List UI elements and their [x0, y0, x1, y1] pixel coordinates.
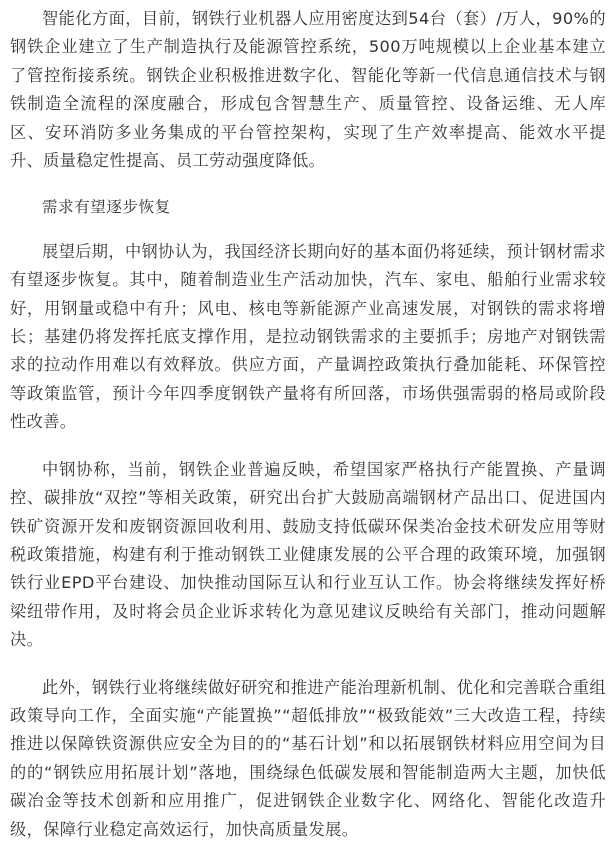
section-heading: 需求有望逐步恢复: [42, 198, 171, 217]
paragraph-intelligent-manufacturing: 智能化方面，目前，钢铁行业机器人应用密度达到54台（套）/万人，90%的钢铁企业建立了生产制造执行及能源管控系统，500万吨规模以上企业基本建立了管控衔接系统。钢铁企业积极推进数字化、智能化等新一代信息通信技术与钢铁制造全流程的深度融合，形成包含智慧生产、质量管控、设备运维、无人库区、安环消防多业务集成的平台管控架构，实现了生产效率提高、能效水平提升、质量稳定性提高、员工劳动强度降低。: [10, 9, 606, 171]
paragraph-policy-requests: 中钢协称，当前，钢铁企业普遍反映，希望国家严格执行产能置换、产量调控、碳排放“双控”等相关政策，研究出台扩大鼓励高端钢材产品出口、促进国内铁矿资源开发和废钢资源回收利用、鼓励支持低碳环保类冶金技术研发应用等财税政策措施，构建有利于推动钢铁工业健康发展的公平合理的政策环境，加强钢铁行业EPD平台建设、加快推动国际互认和行业互认工作。协会将继续发挥好桥梁纽带作用，及时将会员企业诉求转化为意见建议反映给有关部门，推动问题解决。: [10, 459, 606, 650]
paragraph-demand-outlook: 展望后期，中钢协认为，我国经济长期向好的基本面仍将延续，预计钢材需求有望逐步恢复。其中，随着制造业生产活动加快，汽车、家电、船舶行业需求较好，用钢量或稳中有升；风电、核电等新能源产业高速发展，对钢铁的需求将增长；基建仍将发挥托底支撑作用，是拉动钢铁需求的主要抓手；房地产对钢铁需求的拉动作用难以有效释放。供应方面，产量调控政策执行叠加能耗、环保管控等政策监管，预计今年四季度钢铁产量将有所回落，市场供强需弱的格局或阶段性改善。: [10, 241, 606, 432]
paragraph-future-work: 此外，钢铁行业将继续做好研究和推进产能治理新机制、优化和完善联合重组政策导向工作，全面实施“产能置换”“超低排放”“极致能效”三大改造工程，持续推进以保障铁资源供应安全为目的的“基石计划”和以拓展钢铁材料应用空间为目的的“钢铁应用拓展计划”落地，围绕绿色低碳发展和智能制造两大主题，加快低碳冶金等技术创新和应用推广，促进钢铁企业数字化、网络化、智能化改造升级，保障行业稳定高效运行，加快高质量发展。: [10, 677, 606, 839]
